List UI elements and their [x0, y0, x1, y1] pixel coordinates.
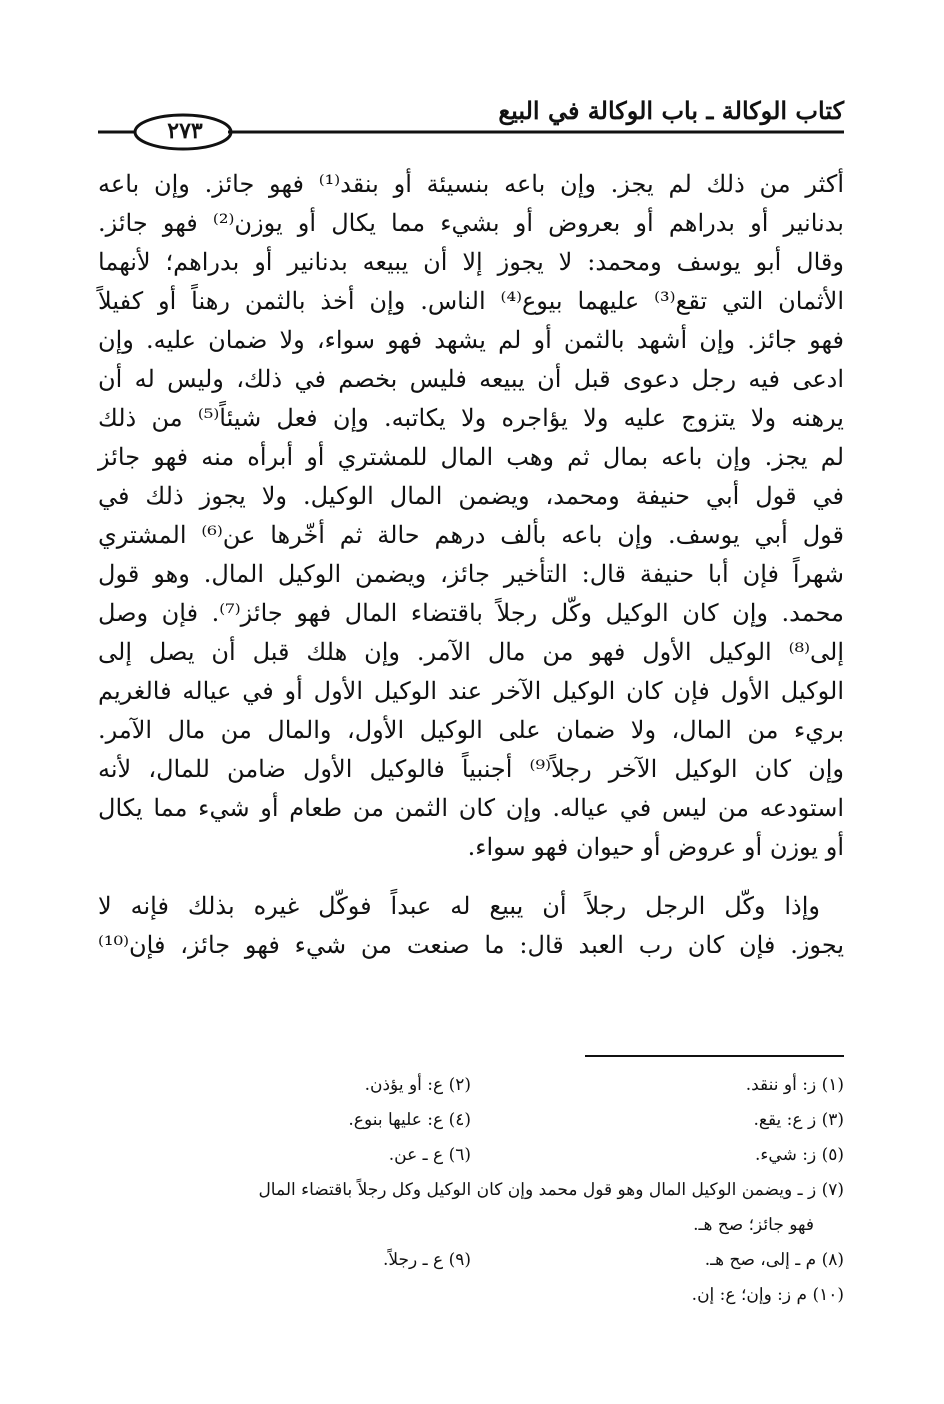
text-line: فهو جائز. وإن أشهد بالثمن أو لم يشهد فهو سواء، ولا ضمان عليه. وإن — [98, 326, 844, 354]
text-line: إلى⁽⁸⁾ الوكيل الأول فهو من مال الآمر. وإن هلك قبل أن يصل إلى — [98, 638, 844, 666]
footnote-row — [98, 1173, 844, 1208]
footnote-8: (٨) م ـ إلى، صح هـ. — [704, 1250, 844, 1270]
text-line: شهراً فإن أبا حنيفة قال: التأخير جائز، ويضمن الوكيل المال. وهو قول — [98, 560, 844, 588]
text-line: يجوز. فإن كان رب العبد قال: ما صنعت من شيء فهو جائز، فإن⁽¹⁰⁾ — [98, 931, 844, 959]
main-text — [98, 165, 844, 965]
footnote-7-continued: فهو جائز؛ صح هـ. — [693, 1215, 814, 1235]
text-line: في قول أبي حنيفة ومحمد، ويضمن المال الوكيل. ولا يجوز ذلك في — [98, 482, 844, 510]
footnote-6: (٦) ع ـ عن. — [388, 1145, 471, 1165]
footnote-rule — [585, 1055, 844, 1057]
footnote-3: (٣) ز ع: يقع. — [753, 1110, 844, 1130]
footnote-2: (٢) ع: أو يؤذن. — [364, 1075, 471, 1095]
footnote-row — [98, 1138, 844, 1173]
text-line: قول أبي يوسف. وإن باعه بألف درهم حالة ثم أخّرها عن⁽⁶⁾ المشتري — [98, 521, 844, 549]
footnote-row — [98, 1278, 844, 1313]
text-line: بدنانير أو بدراهم أو بعروض أو بشيء مما يكال أو يوزن⁽²⁾ فهو جائز. — [98, 209, 844, 237]
text-line: الوكيل الأول فإن كان الوكيل الآخر عند الوكيل الأول أو في عياله فالغريم — [98, 677, 844, 705]
text-line: استودعه من ليس في عياله. وإن كان الثمن من طعام أو شيء مما يكال — [98, 794, 844, 822]
text-line: بريء من المال، ولا ضمان على الوكيل الأول، والمال من مال الآمر. — [98, 716, 844, 744]
page-number: ٢٧٣ — [167, 118, 203, 144]
text-line: لم يجز. وإن باعه بمال ثم وهب المال للمشتري أو أبرأه منه فهو جائز — [98, 443, 844, 471]
text-line: محمد. وإن كان الوكيل وكّل رجلاً باقتضاء المال فهو جائز⁽⁷⁾. فإن وصل — [98, 599, 844, 627]
footnote-row — [98, 1068, 844, 1103]
text-line: يرهنه ولا يتزوج عليه ولا يؤاجره ولا يكاتبه. وإن فعل شيئاً⁽⁵⁾ من ذلك — [98, 404, 844, 432]
text-line: أكثر من ذلك لم يجز. وإن باعه بنسيئة أو بنقد⁽¹⁾ فهو جائز. وإن باعه — [98, 170, 844, 198]
text-line: الأثمان التي تقع⁽³⁾ عليهما بيوع⁽⁴⁾ الناس. وإن أخذ بالثمن رهناً أو كفيلاً — [98, 287, 844, 315]
footnote-9: (٩) ع ـ رجلاً. — [382, 1250, 471, 1270]
text-line: ادعى فيه رجل دعوى قبل أن يبيعه فليس بخصم في ذلك، وليس له أن — [98, 365, 844, 393]
footnotes — [98, 1068, 844, 1313]
text-line: وإذا وكّل الرجل رجلاً أن يبيع له عبداً فوكّل غيره بذلك فإنه لا — [98, 892, 820, 920]
footnote-1: (١) ز: أو ننقد. — [745, 1075, 844, 1095]
footnote-row — [98, 1208, 844, 1243]
text-line: وإن كان الوكيل الآخر رجلاً⁽⁹⁾ أجنبياً فالوكيل الأول ضامن للمال، لأنه — [98, 755, 844, 783]
footnote-row — [98, 1103, 844, 1138]
footnote-4: (٤) ع: عليها بنوع. — [348, 1110, 471, 1130]
footnote-5: (٥) ز: شيء. — [755, 1145, 844, 1165]
text-line: أو يوزن أو عروض أو حيوان فهو سواء. — [467, 833, 844, 861]
paragraph-gap — [98, 867, 844, 887]
running-title: كتاب الوكالة ـ باب الوكالة في البيع — [498, 96, 844, 125]
footnote-row — [98, 1243, 844, 1278]
footnote-7: (٧) ز ـ ويضمن الوكيل المال وهو قول محمد وإن كان الوكيل وكل رجلاً باقتضاء المال — [258, 1180, 844, 1200]
text-line: وقال أبو يوسف ومحمد: لا يجوز إلا أن يبيعه بدنانير أو بدراهم؛ لأنهما — [98, 248, 844, 276]
footnote-10: (١٠) م ز: وإن؛ ع: إن. — [691, 1285, 844, 1305]
